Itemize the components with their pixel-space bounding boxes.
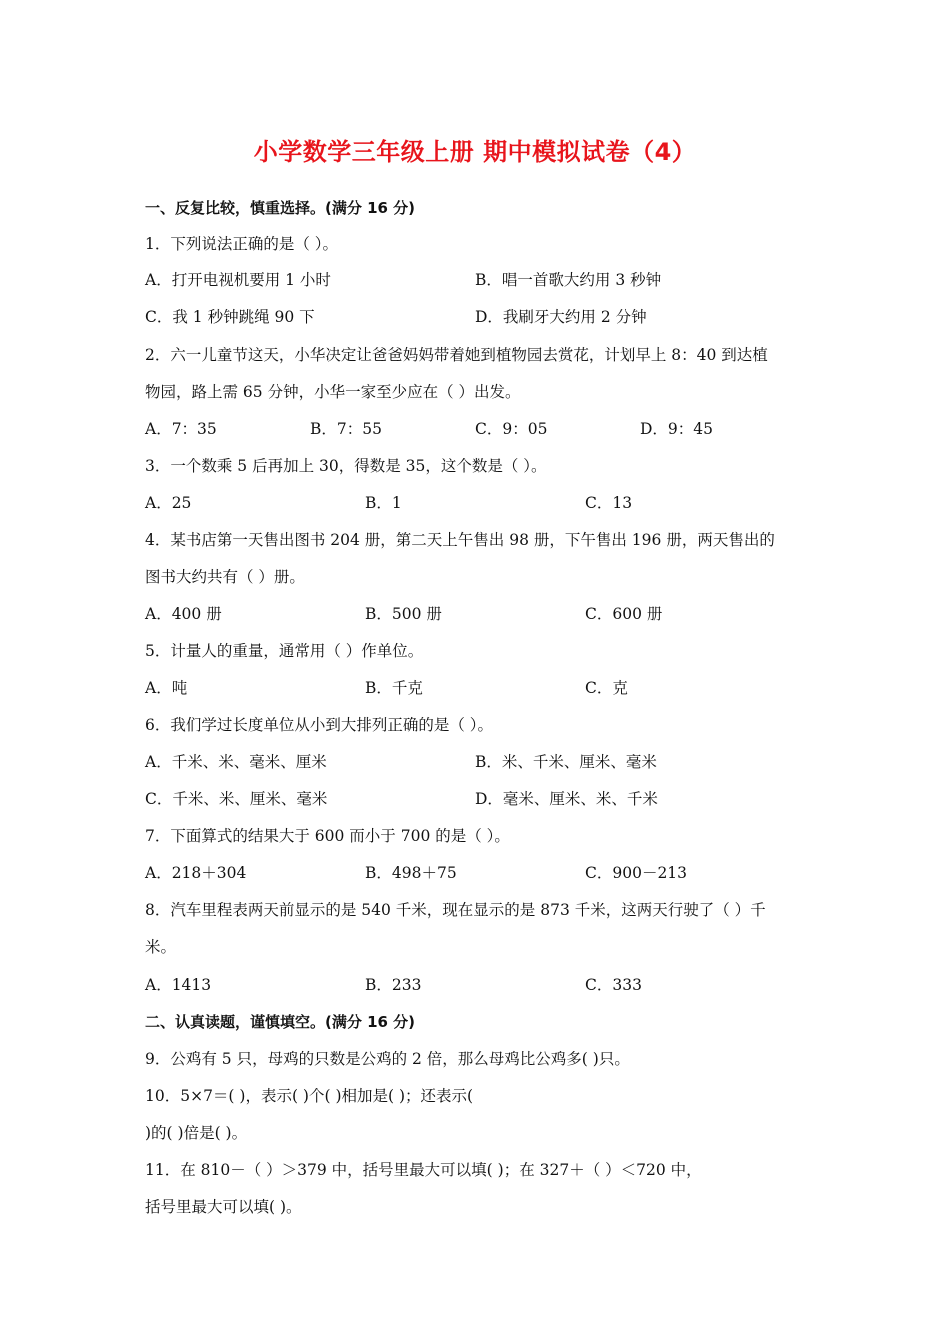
q7-option-b: B．498＋75 bbox=[365, 864, 457, 882]
question-7: 7．下面算式的结果大于 600 而小于 700 的是（ ）。 bbox=[145, 827, 510, 845]
q4-option-a: A．400 册 bbox=[145, 605, 222, 623]
q5-option-a: A．吨 bbox=[145, 679, 188, 697]
q3-option-a: A．25 bbox=[145, 494, 192, 512]
question-1: 1．下列说法正确的是（ ）。 bbox=[145, 235, 339, 253]
q1-option-c: C．我 1 秒钟跳绳 90 下 bbox=[145, 308, 315, 326]
question-4-line-2: 图书大约共有（ ）册。 bbox=[145, 568, 305, 586]
question-8-line-1: 8．汽车里程表两天前显示的是 540 千米，现在显示的是 873 千米，这两天行驶了（ ）千 bbox=[145, 901, 766, 919]
question-10-line-2: )的( )倍是( )。 bbox=[145, 1124, 248, 1142]
question-6: 6．我们学过长度单位从小到大排列正确的是（ ）。 bbox=[145, 716, 494, 734]
q1-option-b: B．唱一首歌大约用 3 秒钟 bbox=[475, 271, 662, 289]
q2-option-c: C．9：05 bbox=[475, 420, 548, 438]
q2-option-a: A．7：35 bbox=[145, 420, 217, 438]
q5-option-c: C．克 bbox=[585, 679, 628, 697]
q6-option-d: D．毫米、厘米、米、千米 bbox=[475, 790, 658, 808]
q2-option-d: D．9：45 bbox=[640, 420, 714, 438]
question-9: 9．公鸡有 5 只，母鸡的只数是公鸡的 2 倍，那么母鸡比公鸡多( )只。 bbox=[145, 1050, 630, 1068]
section-heading-1: 一、反复比较，慎重选择。(满分 16 分) bbox=[145, 199, 416, 217]
question-2-line-1: 2．六一儿童节这天，小华决定让爸爸妈妈带着她到植物园去赏花，计划早上 8：40 到达植 bbox=[145, 346, 768, 364]
q2-option-b: B．7：55 bbox=[310, 420, 382, 438]
q6-option-c: C．千米、米、厘米、毫米 bbox=[145, 790, 328, 808]
q6-option-b: B．米、千米、厘米、毫米 bbox=[475, 753, 657, 771]
question-4-line-1: 4．某书店第一天售出图书 204 册，第二天上午售出 98 册，下午售出 196 册，两天售出的 bbox=[145, 531, 775, 549]
q8-option-b: B．233 bbox=[365, 976, 422, 994]
q4-option-c: C．600 册 bbox=[585, 605, 663, 623]
q4-option-b: B．500 册 bbox=[365, 605, 442, 623]
question-5: 5．计量人的重量，通常用（ ）作单位。 bbox=[145, 642, 424, 660]
q7-option-c: C．900－213 bbox=[585, 864, 688, 882]
q6-option-a: A．千米、米、毫米、厘米 bbox=[145, 753, 327, 771]
question-8-line-2: 米。 bbox=[145, 938, 177, 956]
section-heading-2: 二、认真读题，谨慎填空。(满分 16 分) bbox=[145, 1013, 416, 1031]
question-3: 3．一个数乘 5 后再加上 30，得数是 35，这个数是（ ）。 bbox=[145, 457, 547, 475]
question-2-line-2: 物园，路上需 65 分钟，小华一家至少应在（ ）出发。 bbox=[145, 383, 521, 401]
q8-option-a: A．1413 bbox=[145, 976, 212, 994]
q3-option-c: C．13 bbox=[585, 494, 633, 512]
question-10-line-1: 10．5×7＝( )，表示( )个( )相加是( )；还表示( bbox=[145, 1087, 474, 1105]
q1-option-d: D．我刷牙大约用 2 分钟 bbox=[475, 308, 647, 326]
q5-option-b: B．千克 bbox=[365, 679, 423, 697]
q7-option-a: A．218＋304 bbox=[145, 864, 247, 882]
question-11-line-1: 11．在 810－（ ）＞379 中，括号里最大可以填( )；在 327＋（ ）＜720 中， bbox=[145, 1161, 702, 1179]
page-title: 小学数学三年级上册 期中模拟试卷（4） bbox=[253, 138, 697, 166]
q8-option-c: C．333 bbox=[585, 976, 642, 994]
question-11-line-2: 括号里最大可以填( )。 bbox=[145, 1198, 302, 1216]
q3-option-b: B．1 bbox=[365, 494, 402, 512]
q1-option-a: A．打开电视机要用 1 小时 bbox=[145, 271, 331, 289]
